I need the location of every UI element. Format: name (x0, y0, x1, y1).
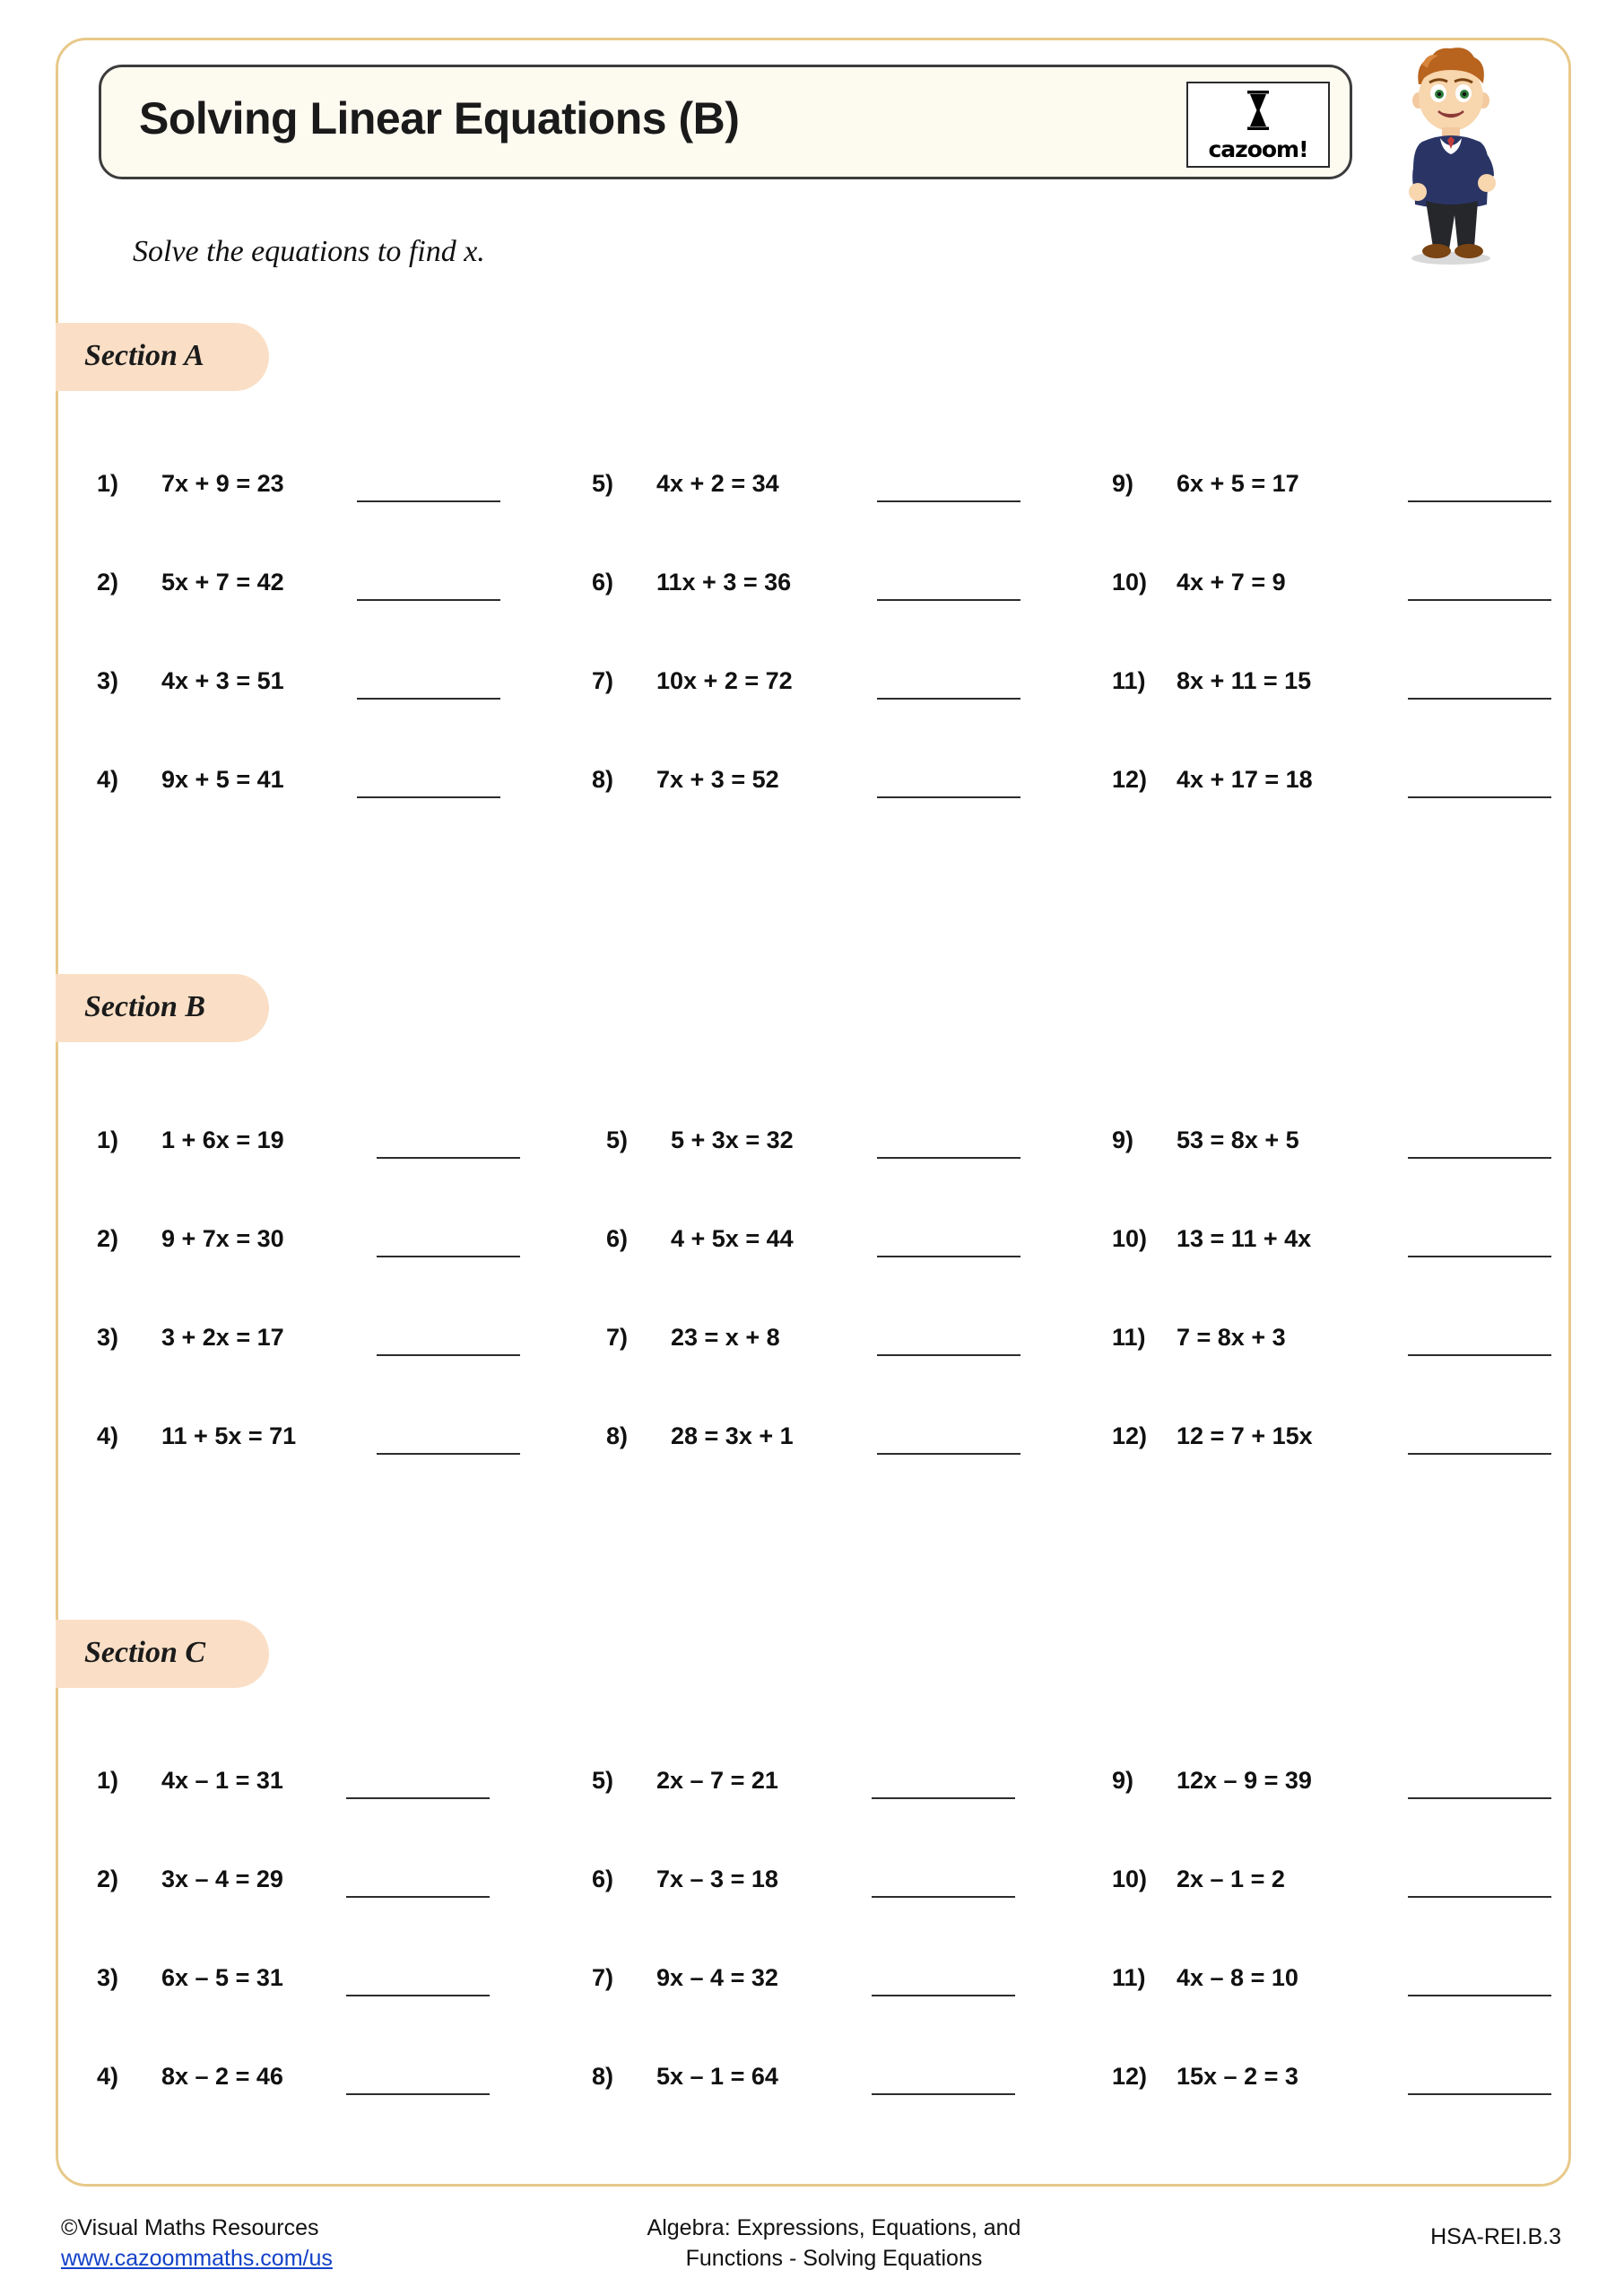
website-link[interactable]: www.cazoommaths.com/us (61, 2245, 333, 2271)
question-number: 5) (592, 1767, 614, 1794)
question-number: 8) (592, 2063, 614, 2090)
answer-blank[interactable] (1408, 1157, 1551, 1159)
question-equation: 15x – 2 = 3 (1177, 2063, 1298, 2090)
question-equation: 9x – 4 = 32 (656, 1964, 778, 1991)
question-number: 4) (97, 2063, 119, 2090)
question-equation: 2x – 7 = 21 (656, 1767, 778, 1794)
question-equation: 3 + 2x = 17 (161, 1324, 284, 1351)
question-number: 7) (592, 667, 614, 694)
question-equation: 28 = 3x + 1 (671, 1422, 794, 1449)
question-equation: 12 = 7 + 15x (1177, 1422, 1313, 1449)
question-equation: 4x + 2 = 34 (656, 470, 779, 497)
question-equation: 5 + 3x = 32 (671, 1126, 794, 1153)
question-equation: 5x + 7 = 42 (161, 569, 284, 596)
answer-blank[interactable] (872, 1797, 1015, 1799)
copyright-text: ©Visual Maths Resources (61, 2215, 319, 2240)
answer-blank[interactable] (1408, 500, 1551, 502)
question-number: 2) (97, 1225, 119, 1252)
question-equation: 4x – 8 = 10 (1177, 1964, 1298, 1991)
question-number: 9) (1112, 1767, 1134, 1794)
question-equation: 53 = 8x + 5 (1177, 1126, 1299, 1153)
question-number: 12) (1112, 766, 1148, 793)
question-equation: 5x – 1 = 64 (656, 2063, 778, 2090)
answer-blank[interactable] (877, 1354, 1020, 1356)
answer-blank[interactable] (1408, 698, 1551, 700)
question-number: 6) (592, 1866, 614, 1892)
question-equation: 4x + 17 = 18 (1177, 766, 1313, 793)
question-equation: 9x + 5 = 41 (161, 766, 284, 793)
question-number: 7) (606, 1324, 629, 1351)
answer-blank[interactable] (357, 796, 500, 798)
section-label-c: Section C (84, 1636, 206, 1669)
answer-blank[interactable] (877, 500, 1020, 502)
question-equation: 6x – 5 = 31 (161, 1964, 283, 1991)
question-number: 10) (1112, 569, 1148, 596)
footer-topic-block (574, 2213, 1094, 2274)
question-number: 11) (1112, 1964, 1146, 1991)
question-equation: 11x + 3 = 36 (656, 569, 792, 596)
answer-blank[interactable] (877, 698, 1020, 700)
question-number: 8) (592, 766, 614, 793)
question-number: 10) (1112, 1225, 1148, 1252)
question-number: 6) (592, 569, 614, 596)
question-equation: 13 = 11 + 4x (1177, 1225, 1312, 1252)
question-number: 8) (606, 1422, 629, 1449)
question-equation: 8x – 2 = 46 (161, 2063, 283, 2090)
question-number: 3) (97, 667, 119, 694)
question-equation: 7x – 3 = 18 (656, 1866, 778, 1892)
question-number: 3) (97, 1964, 119, 1991)
answer-blank[interactable] (872, 1896, 1015, 1898)
answer-blank[interactable] (346, 2093, 490, 2095)
question-number: 3) (97, 1324, 119, 1351)
answer-blank[interactable] (1408, 1797, 1551, 1799)
answer-blank[interactable] (872, 1995, 1015, 1996)
question-equation: 7x + 3 = 52 (656, 766, 779, 793)
standard-code: HSA-REI.B.3 (1430, 2224, 1561, 2249)
question-number: 2) (97, 569, 119, 596)
answer-blank[interactable] (877, 1256, 1020, 1257)
question-equation: 9 + 7x = 30 (161, 1225, 284, 1252)
section-label-b: Section B (84, 990, 206, 1023)
question-number: 6) (606, 1225, 629, 1252)
question-number: 1) (97, 1767, 119, 1794)
question-number: 5) (592, 470, 614, 497)
question-equation: 11 + 5x = 71 (161, 1422, 297, 1449)
answer-blank[interactable] (1408, 1453, 1551, 1455)
answer-blank[interactable] (877, 1453, 1020, 1455)
question-equation: 4 + 5x = 44 (671, 1225, 794, 1252)
section-header-a (56, 323, 269, 391)
section-label-a: Section A (84, 339, 204, 372)
answer-blank[interactable] (872, 2093, 1015, 2095)
question-number: 11) (1112, 1324, 1146, 1351)
question-equation: 1 + 6x = 19 (161, 1126, 284, 1153)
question-number: 5) (606, 1126, 629, 1153)
hourglass-icon (1245, 91, 1272, 130)
question-number: 9) (1112, 1126, 1134, 1153)
instruction-text: Solve the equations to find x. (133, 235, 485, 268)
answer-blank[interactable] (357, 698, 500, 700)
question-number: 2) (97, 1866, 119, 1892)
answer-blank[interactable] (1408, 599, 1551, 601)
question-equation: 23 = x + 8 (671, 1324, 780, 1351)
answer-blank[interactable] (1408, 796, 1551, 798)
answer-blank[interactable] (877, 599, 1020, 601)
worksheet-border (56, 38, 1571, 2187)
answer-blank[interactable] (1408, 1256, 1551, 1257)
question-number: 12) (1112, 1422, 1148, 1449)
answer-blank[interactable] (377, 1354, 520, 1356)
question-equation: 2x – 1 = 2 (1177, 1866, 1285, 1892)
answer-blank[interactable] (377, 1453, 520, 1455)
answer-blank[interactable] (1408, 1354, 1551, 1356)
question-number: 12) (1112, 2063, 1148, 2090)
question-equation: 7 = 8x + 3 (1177, 1324, 1286, 1351)
question-equation: 12x – 9 = 39 (1177, 1767, 1312, 1794)
page-title: Solving Linear Equations (B) (139, 93, 740, 144)
topic-line-2: Functions - Solving Equations (685, 2245, 983, 2271)
question-equation: 4x – 1 = 31 (161, 1767, 283, 1794)
logo-wordmark: cazoom! (1208, 136, 1308, 162)
question-number: 9) (1112, 470, 1134, 497)
answer-blank[interactable] (346, 1797, 490, 1799)
question-equation: 10x + 2 = 72 (656, 667, 793, 694)
answer-blank[interactable] (1408, 2093, 1551, 2095)
answer-blank[interactable] (346, 1896, 490, 1898)
question-number: 1) (97, 470, 119, 497)
section-header-b (56, 974, 269, 1042)
footer-copyright-block (61, 2213, 333, 2274)
question-equation: 3x – 4 = 29 (161, 1866, 283, 1892)
student-mascot-icon (1388, 45, 1514, 269)
question-number: 11) (1112, 667, 1146, 694)
answer-blank[interactable] (1408, 1896, 1551, 1898)
question-number: 1) (97, 1126, 119, 1153)
answer-blank[interactable] (346, 1995, 490, 1996)
question-equation: 4x + 3 = 51 (161, 667, 284, 694)
topic-line-1: Algebra: Expressions, Equations, and (647, 2215, 1021, 2240)
question-equation: 8x + 11 = 15 (1177, 667, 1312, 694)
question-equation: 7x + 9 = 23 (161, 470, 284, 497)
answer-blank[interactable] (377, 1157, 520, 1159)
question-equation: 4x + 7 = 9 (1177, 569, 1286, 596)
question-number: 7) (592, 1964, 614, 1991)
section-header-c (56, 1620, 269, 1688)
answer-blank[interactable] (357, 599, 500, 601)
question-number: 10) (1112, 1866, 1148, 1892)
question-equation: 6x + 5 = 17 (1177, 470, 1299, 497)
answer-blank[interactable] (377, 1256, 520, 1257)
title-bar (99, 65, 1352, 179)
answer-blank[interactable] (357, 500, 500, 502)
cazoom-logo (1186, 82, 1330, 168)
question-number: 4) (97, 766, 119, 793)
answer-blank[interactable] (877, 1157, 1020, 1159)
answer-blank[interactable] (1408, 1995, 1551, 1996)
question-number: 4) (97, 1422, 119, 1449)
answer-blank[interactable] (877, 796, 1020, 798)
